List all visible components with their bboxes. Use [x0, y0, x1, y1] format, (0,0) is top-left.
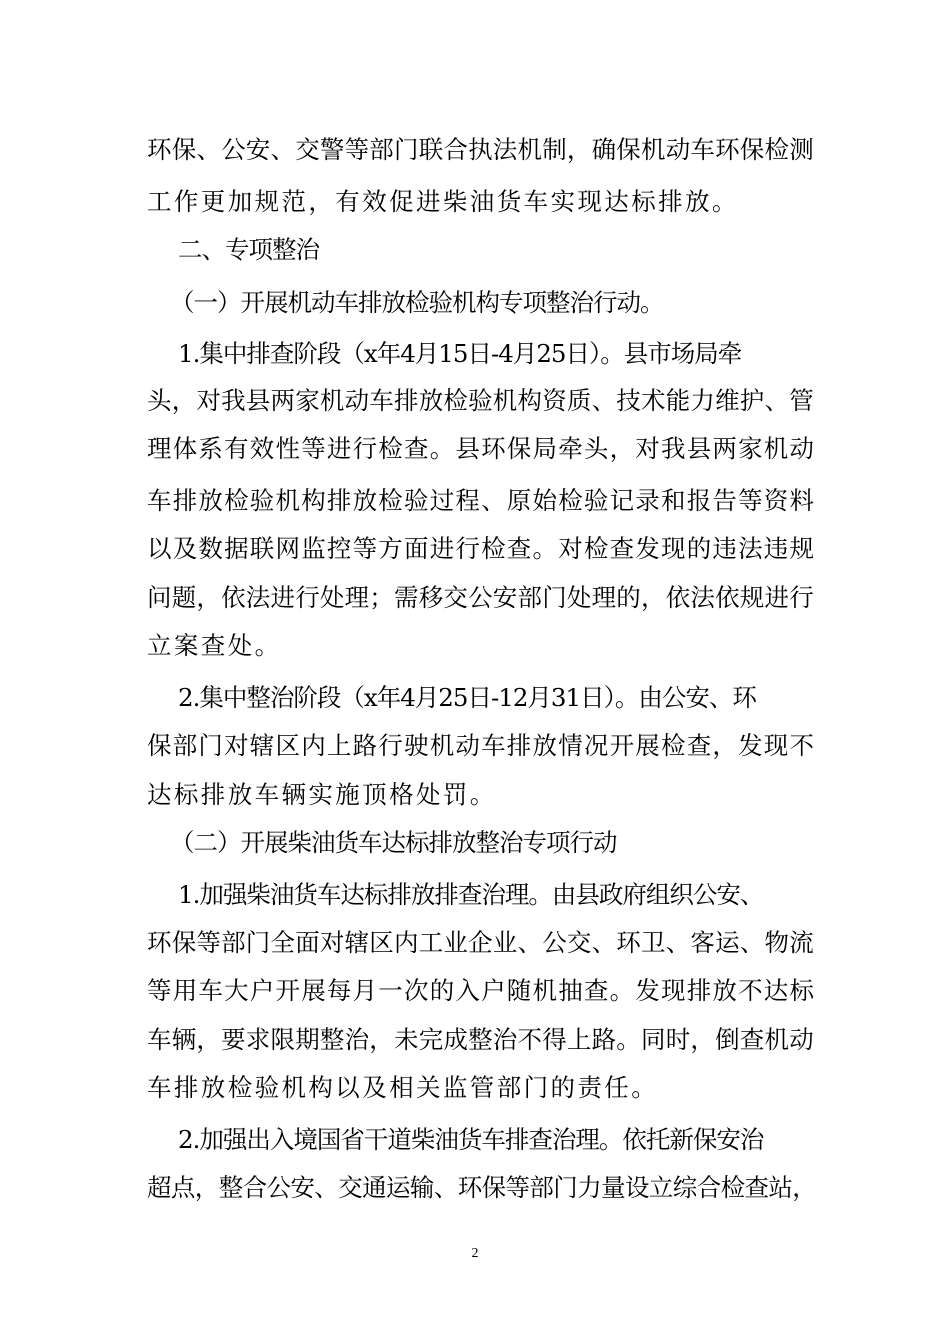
body-text-line: 1.加强柴油货车达标排放排查治理。由县政府组织公安、 [178, 880, 764, 909]
body-text-line: 工作更加规范，有效促进柴油货车实现达标排放。 [147, 187, 739, 216]
body-text-line: 环保、公安、交警等部门联合执法机制，确保机动车环保检测 [147, 135, 814, 164]
body-text-line: 头，对我县两家机动车排放检验机构资质、技术能力维护、管 [147, 386, 814, 415]
subsection-heading: （一）开展机动车排放检验机构专项整治行动。 [170, 288, 664, 317]
page-number: 2 [471, 1246, 479, 1261]
body-text-line: 达标排放车辆实施顶格处罚。 [147, 780, 497, 809]
body-text-line: 以及数据联网监控等方面进行检查。对检查发现的违法违规 [147, 534, 816, 563]
body-text-line: 2.集中整治阶段（x年4月25日-12月31日）。由公安、环 [178, 683, 756, 712]
body-text-line: 等用车大户开展每月一次的入户随机抽查。发现排放不达标 [147, 976, 816, 1005]
body-text-line: 车辆，要求限期整治，未完成整治不得上路。同时，倒查机动 [147, 1025, 814, 1054]
subsection-heading: （二）开展柴油货车达标排放整治专项行动 [170, 828, 617, 857]
body-text-line: 保部门对辖区内上路行驶机动车排放情况开展检查，发现不 [147, 731, 816, 760]
body-text-line: 立案查处。 [147, 631, 282, 660]
body-text-line: 理体系有效性等进行检查。县环保局牵头，对我县两家机动 [147, 434, 816, 463]
body-text-line: 超点，整合公安、交通运输、环保等部门力量设立综合检查站， [147, 1173, 817, 1202]
body-text-line: 环保等部门全面对辖区内工业企业、公交、环卫、客运、物流 [147, 928, 814, 957]
body-text-line: 问题，依法进行处理；需移交公安部门处理的，依法依规进行 [147, 583, 814, 612]
body-text-line: 车排放检验机构排放检验过程、原始检验记录和报告等资料 [147, 486, 816, 515]
body-text-line: 1.集中排查阶段（x年4月15日-4月25日）。县市场局牵 [178, 339, 742, 368]
body-text-line: 车排放检验机构以及相关监管部门的责任。 [147, 1073, 659, 1102]
section-heading: 二、专项整治 [178, 235, 319, 264]
body-text-line: 2.加强出入境国省干道柴油货车排查治理。依托新保安治 [178, 1125, 764, 1154]
